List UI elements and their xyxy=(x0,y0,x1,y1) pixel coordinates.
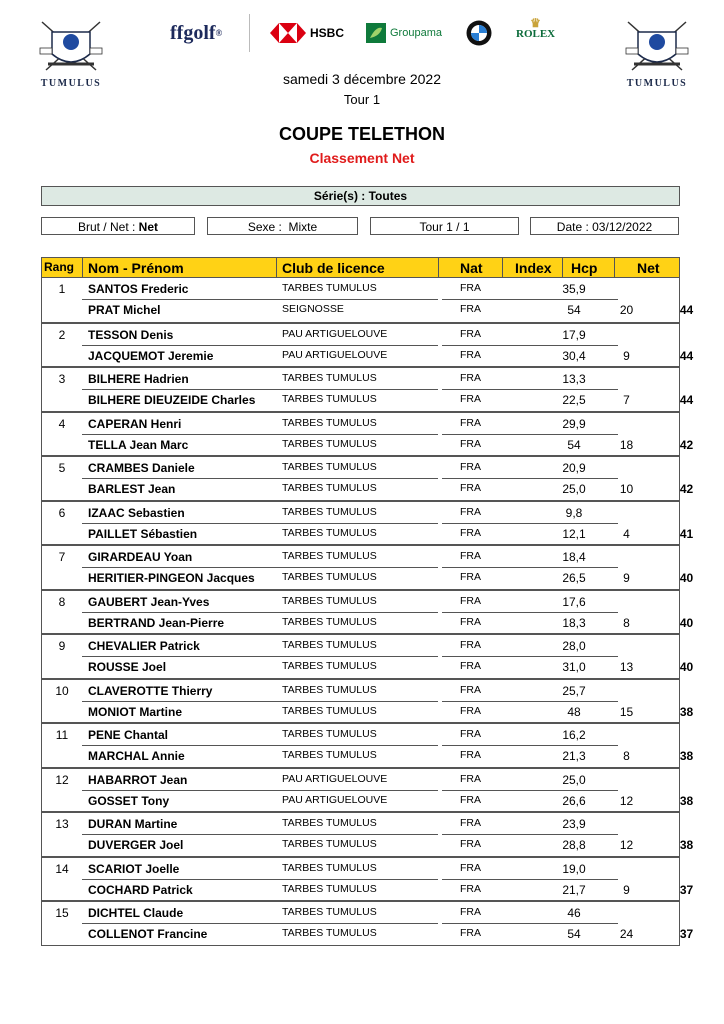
header-divider xyxy=(502,258,503,277)
player-nat: FRA xyxy=(460,838,481,850)
club-name: TUMULUS xyxy=(40,78,102,89)
row-underline xyxy=(82,299,438,300)
hsbc-logo xyxy=(270,18,344,48)
player-nat: FRA xyxy=(460,282,481,294)
team-net: 40 xyxy=(679,660,694,674)
player-nat: FRA xyxy=(460,639,481,651)
player-index: 29,9 xyxy=(562,416,586,431)
row-underline xyxy=(82,567,438,568)
row-underline xyxy=(82,345,438,346)
row-underline xyxy=(82,612,438,613)
row-underline xyxy=(442,523,618,524)
player-nat: FRA xyxy=(460,728,481,740)
team-rank: 13 xyxy=(55,817,69,831)
col-club: Club de licence xyxy=(282,260,385,276)
team-rank: 4 xyxy=(58,416,66,431)
table-row xyxy=(82,524,694,545)
player-name: SANTOS Frederic xyxy=(88,282,189,296)
row-underline xyxy=(442,434,618,435)
player-name: CLAVEROTTE Thierry xyxy=(88,683,213,698)
rolex-logo xyxy=(516,18,555,48)
player-nat: FRA xyxy=(460,327,481,340)
player-index: 18,3 xyxy=(562,615,586,630)
row-underline xyxy=(442,478,618,479)
table-row xyxy=(82,791,694,812)
team-net: 42 xyxy=(679,482,694,496)
team-net: 44 xyxy=(679,303,694,317)
team-net: 38 xyxy=(679,704,694,719)
groupama-text: Groupama xyxy=(390,27,442,39)
player-name: SCARIOT Joelle xyxy=(88,861,180,876)
player-index: 16,2 xyxy=(562,728,586,742)
groupama-leaf-icon xyxy=(366,23,386,43)
ffgolf-logo xyxy=(170,18,222,48)
player-index: 21,7 xyxy=(562,882,586,897)
col-net: Net xyxy=(637,260,660,276)
player-club: TARBES TUMULUS xyxy=(282,526,377,539)
player-name: TESSON Denis xyxy=(88,327,174,342)
row-underline xyxy=(82,656,438,657)
player-index: 12,1 xyxy=(562,526,586,541)
team-rank: 1 xyxy=(58,282,66,296)
player-hcp: 12 xyxy=(619,793,634,808)
row-underline xyxy=(442,567,618,568)
player-hcp: 4 xyxy=(623,526,630,541)
player-nat: FRA xyxy=(460,660,481,672)
ffgolf-mark: ® xyxy=(215,28,223,38)
player-nat: FRA xyxy=(460,437,481,450)
table-row xyxy=(82,903,679,924)
team-net: 40 xyxy=(679,615,694,630)
table-row xyxy=(82,814,679,835)
player-club: TARBES TUMULUS xyxy=(282,571,377,583)
player-hcp: 18 xyxy=(619,437,634,452)
player-name: DURAN Martine xyxy=(88,817,178,831)
filter-brut-net-value: Net xyxy=(138,220,159,234)
table-row xyxy=(82,479,694,500)
player-hcp: 9 xyxy=(623,882,630,897)
table-row xyxy=(82,657,694,678)
player-name: HABARROT Jean xyxy=(88,772,188,787)
col-index: Index xyxy=(515,260,552,276)
player-name: ROUSSE Joel xyxy=(88,660,167,674)
team-group xyxy=(41,723,694,768)
col-name: Nom - Prénom xyxy=(88,260,184,276)
player-hcp: 12 xyxy=(619,838,634,852)
row-underline xyxy=(442,745,618,746)
header-divider xyxy=(82,258,83,277)
player-club: PAU ARTIGUELOUVE xyxy=(282,793,388,806)
team-rank: 7 xyxy=(58,550,66,564)
sponsor-divider xyxy=(249,14,250,52)
player-club: TARBES TUMULUS xyxy=(282,282,377,294)
row-underline xyxy=(442,345,618,346)
team-group xyxy=(41,590,694,635)
team-rank: 2 xyxy=(58,327,66,342)
player-nat: FRA xyxy=(460,594,481,607)
player-club: TARBES TUMULUS xyxy=(282,683,377,696)
table-row xyxy=(82,369,679,390)
row-underline xyxy=(442,879,618,880)
team-group xyxy=(41,634,694,679)
player-name: GIRARDEAU Yoan xyxy=(88,550,193,564)
table-row xyxy=(82,924,694,945)
team-groups xyxy=(41,278,694,946)
player-index: 25,0 xyxy=(562,482,586,496)
player-nat: FRA xyxy=(460,482,481,494)
player-nat: FRA xyxy=(460,348,481,361)
team-group xyxy=(41,768,694,813)
hsbc-text: HSBC xyxy=(310,26,345,40)
bmw-logo xyxy=(466,18,492,48)
header-divider xyxy=(562,258,563,277)
player-index: 13,3 xyxy=(562,372,586,386)
player-nat: FRA xyxy=(460,461,481,473)
player-name: TELLA Jean Marc xyxy=(88,437,189,452)
player-index: 46 xyxy=(567,906,581,920)
player-name: CHEVALIER Patrick xyxy=(88,639,200,653)
team-net: 40 xyxy=(679,571,694,585)
filter-date: Date : 03/12/2022 xyxy=(530,217,679,235)
player-index: 54 xyxy=(567,303,581,317)
team-net: 42 xyxy=(679,437,694,452)
player-club: TARBES TUMULUS xyxy=(282,615,377,628)
player-name: BERTRAND Jean-Pierre xyxy=(88,615,225,630)
player-nat: FRA xyxy=(460,526,481,539)
row-underline xyxy=(442,389,618,390)
player-index: 28,0 xyxy=(562,639,586,653)
team-rank: 15 xyxy=(55,906,69,920)
player-index: 26,5 xyxy=(562,571,586,585)
row-underline xyxy=(442,299,618,300)
table-row xyxy=(82,613,694,634)
groupama-logo xyxy=(366,18,442,48)
player-club: TARBES TUMULUS xyxy=(282,416,377,429)
row-underline xyxy=(82,701,438,702)
team-rank: 14 xyxy=(55,861,69,876)
table-row xyxy=(82,835,694,856)
player-hcp: 9 xyxy=(623,571,630,585)
team-group xyxy=(41,412,694,457)
team-rank: 6 xyxy=(58,505,66,520)
header-divider xyxy=(438,258,439,277)
page-subtitle: Classement Net xyxy=(309,150,415,166)
player-name: GAUBERT Jean-Yves xyxy=(88,594,210,609)
player-name: DUVERGER Joel xyxy=(88,838,184,852)
row-underline xyxy=(442,923,618,924)
player-club: TARBES TUMULUS xyxy=(282,728,377,740)
table-row xyxy=(82,746,694,767)
team-net: 44 xyxy=(679,393,694,407)
table-row xyxy=(82,346,694,367)
team-group xyxy=(41,501,694,546)
player-index: 17,6 xyxy=(562,594,586,609)
player-nat: FRA xyxy=(460,749,481,761)
player-club: TARBES TUMULUS xyxy=(282,838,377,850)
player-index: 17,9 xyxy=(562,327,586,342)
table-row xyxy=(82,859,679,880)
player-nat: FRA xyxy=(460,704,481,717)
golf-crest-icon xyxy=(620,18,694,78)
row-underline xyxy=(442,834,618,835)
table-row xyxy=(82,547,679,568)
team-net: 37 xyxy=(679,927,694,941)
team-net: 38 xyxy=(679,749,694,763)
player-name: MARCHAL Annie xyxy=(88,749,185,763)
team-group xyxy=(41,278,694,323)
team-group xyxy=(41,367,694,412)
results-table xyxy=(41,257,694,946)
table-row xyxy=(82,458,679,479)
player-index: 48 xyxy=(567,704,581,719)
player-index: 21,3 xyxy=(562,749,586,763)
table-row xyxy=(82,681,679,702)
player-club: TARBES TUMULUS xyxy=(282,461,377,473)
table-row xyxy=(82,636,679,657)
player-club: TARBES TUMULUS xyxy=(282,704,377,717)
player-hcp: 7 xyxy=(623,393,630,407)
player-club: TARBES TUMULUS xyxy=(282,372,377,384)
table-row xyxy=(82,568,694,589)
player-nat: FRA xyxy=(460,416,481,429)
table-row xyxy=(82,414,679,435)
filter-sexe: Sexe : Mixte xyxy=(207,217,358,235)
row-underline xyxy=(82,923,438,924)
player-index: 54 xyxy=(567,437,581,452)
player-nat: FRA xyxy=(460,505,481,518)
player-nat: FRA xyxy=(460,550,481,562)
row-underline xyxy=(82,745,438,746)
player-hcp: 20 xyxy=(619,303,634,317)
player-name: CRAMBES Daniele xyxy=(88,461,195,475)
player-nat: FRA xyxy=(460,615,481,628)
event-date: samedi 3 décembre 2022 xyxy=(283,71,441,87)
player-club: TARBES TUMULUS xyxy=(282,639,377,651)
team-rank: 3 xyxy=(58,372,66,386)
player-nat: FRA xyxy=(460,882,481,895)
club-name: TUMULUS xyxy=(626,78,688,89)
player-club: PAU ARTIGUELOUVE xyxy=(282,348,388,361)
ffgolf-text: ffgolf xyxy=(170,21,216,44)
player-name: PAILLET Sébastien xyxy=(88,526,198,541)
team-group xyxy=(41,323,694,368)
filter-brut-net-label: Brut / Net : xyxy=(77,220,136,234)
player-hcp: 15 xyxy=(619,704,634,719)
col-hcp: Hcp xyxy=(571,260,598,276)
player-club: TARBES TUMULUS xyxy=(282,660,377,672)
player-index: 25,7 xyxy=(562,683,586,698)
player-name: DICHTEL Claude xyxy=(88,906,184,920)
player-nat: FRA xyxy=(460,772,481,785)
row-underline xyxy=(82,389,438,390)
player-club: SEIGNOSSE xyxy=(282,303,344,315)
player-nat: FRA xyxy=(460,571,481,583)
row-underline xyxy=(82,834,438,835)
player-club: TARBES TUMULUS xyxy=(282,437,377,450)
row-underline xyxy=(82,879,438,880)
player-index: 20,9 xyxy=(562,461,586,475)
team-net: 41 xyxy=(679,526,694,541)
table-row xyxy=(82,503,679,524)
team-rank: 11 xyxy=(55,728,69,742)
filter-brut-net xyxy=(41,217,195,235)
team-net: 44 xyxy=(679,348,694,363)
player-hcp: 9 xyxy=(623,348,630,363)
player-club: TARBES TUMULUS xyxy=(282,482,377,494)
team-rank: 10 xyxy=(55,683,69,698)
series-banner: Série(s) : Toutes xyxy=(41,186,680,206)
player-nat: FRA xyxy=(460,683,481,696)
player-club: PAU ARTIGUELOUVE xyxy=(282,772,388,785)
player-hcp: 13 xyxy=(619,660,634,674)
player-index: 28,8 xyxy=(562,838,586,852)
player-club: TARBES TUMULUS xyxy=(282,594,377,607)
player-club: TARBES TUMULUS xyxy=(282,927,377,939)
col-nat: Nat xyxy=(460,260,483,276)
player-index: 54 xyxy=(567,927,581,941)
team-rank: 5 xyxy=(58,461,66,475)
player-name: GOSSET Tony xyxy=(88,793,170,808)
player-nat: FRA xyxy=(460,861,481,874)
player-index: 30,4 xyxy=(562,348,586,363)
player-name: COCHARD Patrick xyxy=(88,882,193,897)
table-header xyxy=(41,257,680,278)
player-name: IZAAC Sebastien xyxy=(88,505,185,520)
event-round: Tour 1 xyxy=(343,92,381,107)
table-row xyxy=(82,702,694,723)
filter-tour: Tour 1 / 1 xyxy=(370,217,519,235)
player-index: 9,8 xyxy=(565,505,583,520)
row-underline xyxy=(442,612,618,613)
player-nat: FRA xyxy=(460,372,481,384)
player-name: BILHERE DIEUZEIDE Charles xyxy=(88,393,256,407)
player-club: TARBES TUMULUS xyxy=(282,550,377,562)
player-name: CAPERAN Henri xyxy=(88,416,182,431)
team-group xyxy=(41,545,694,590)
table-row xyxy=(82,435,694,456)
bmw-roundel-icon xyxy=(466,20,492,46)
row-underline xyxy=(82,523,438,524)
row-underline xyxy=(82,478,438,479)
player-club: TARBES TUMULUS xyxy=(282,393,377,405)
player-club: TARBES TUMULUS xyxy=(282,861,377,874)
team-group xyxy=(41,679,694,724)
row-underline xyxy=(442,656,618,657)
player-nat: FRA xyxy=(460,393,481,405)
team-rank: 9 xyxy=(58,639,66,653)
player-club: TARBES TUMULUS xyxy=(282,817,377,829)
player-club: TARBES TUMULUS xyxy=(282,749,377,761)
table-row xyxy=(82,592,679,613)
team-group xyxy=(41,857,694,902)
row-underline xyxy=(82,434,438,435)
player-name: BILHERE Hadrien xyxy=(88,372,189,386)
table-row xyxy=(82,880,694,901)
player-name: BARLEST Jean xyxy=(88,482,176,496)
table-row xyxy=(82,390,694,411)
col-rang: Rang xyxy=(44,260,74,274)
player-nat: FRA xyxy=(460,906,481,918)
player-hcp: 10 xyxy=(619,482,634,496)
rolex-text: ROLEX xyxy=(516,28,556,40)
player-name: COLLENOT Francine xyxy=(88,927,208,941)
row-underline xyxy=(442,790,618,791)
player-club: TARBES TUMULUS xyxy=(282,505,377,518)
page-title: COUPE TELETHON xyxy=(278,124,445,144)
player-index: 35,9 xyxy=(562,282,586,296)
row-underline xyxy=(82,790,438,791)
header-divider xyxy=(614,258,615,277)
player-index: 22,5 xyxy=(562,393,586,407)
player-index: 18,4 xyxy=(562,550,586,564)
player-nat: FRA xyxy=(460,817,481,829)
player-name: PENE Chantal xyxy=(88,728,169,742)
player-hcp: 8 xyxy=(623,615,630,630)
table-row xyxy=(82,770,679,791)
golf-crest-icon xyxy=(34,18,108,78)
header-divider xyxy=(276,258,277,277)
player-club: TARBES TUMULUS xyxy=(282,882,377,895)
table-row xyxy=(82,725,679,746)
team-net: 38 xyxy=(679,838,694,852)
player-nat: FRA xyxy=(460,927,481,939)
player-club: TARBES TUMULUS xyxy=(282,906,377,918)
player-name: PRAT Michel xyxy=(88,303,161,317)
row-underline xyxy=(442,701,618,702)
team-group xyxy=(41,456,694,501)
player-index: 23,9 xyxy=(562,817,586,831)
player-name: MONIOT Martine xyxy=(88,704,183,719)
player-name: JACQUEMOT Jeremie xyxy=(88,348,214,363)
player-nat: FRA xyxy=(460,303,481,315)
player-hcp: 8 xyxy=(623,749,630,763)
player-index: 31,0 xyxy=(562,660,586,674)
player-index: 26,6 xyxy=(562,793,586,808)
table-row xyxy=(82,325,679,346)
table-row xyxy=(82,300,694,321)
crown-icon: ♛ xyxy=(530,16,541,30)
player-hcp: 24 xyxy=(619,927,634,941)
player-index: 25,0 xyxy=(562,772,586,787)
team-group xyxy=(41,901,694,946)
table-row xyxy=(82,279,679,300)
team-rank: 8 xyxy=(58,594,66,609)
team-group xyxy=(41,812,694,857)
team-net: 37 xyxy=(679,882,694,897)
team-net: 38 xyxy=(679,793,694,808)
player-nat: FRA xyxy=(460,793,481,806)
hsbc-hexagon-icon xyxy=(270,23,306,43)
player-name: HERITIER-PINGEON Jacques xyxy=(88,571,255,585)
team-rank: 12 xyxy=(55,772,69,787)
player-index: 19,0 xyxy=(562,861,586,876)
player-club: PAU ARTIGUELOUVE xyxy=(282,327,388,340)
